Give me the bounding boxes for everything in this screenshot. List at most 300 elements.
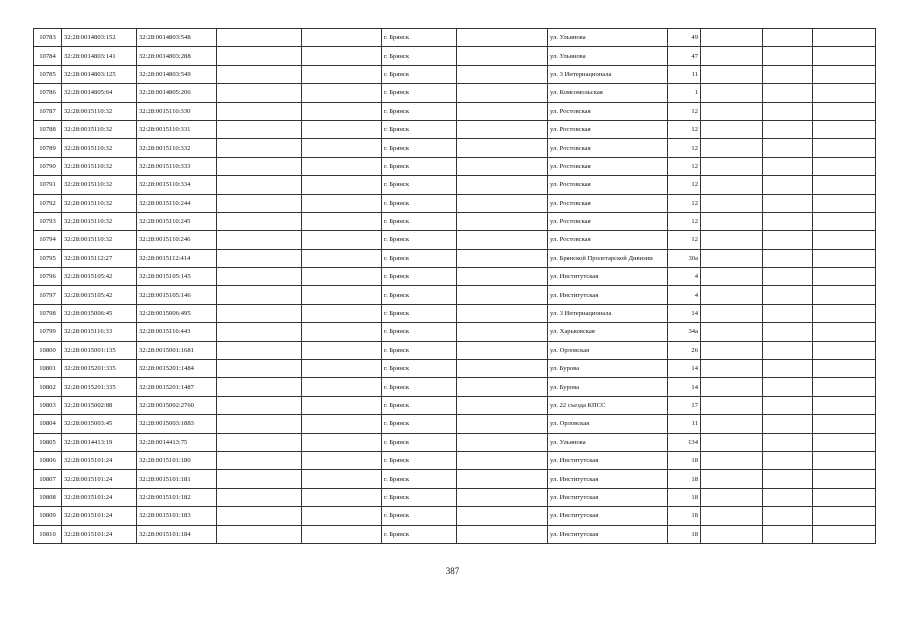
registry-table [33, 28, 876, 544]
record-number-cell: 10790 [34, 157, 62, 175]
table-row [34, 507, 876, 525]
empty-cell [217, 488, 302, 506]
cadastral-number-cell: 32:28:0015101:183 [137, 507, 217, 525]
street-cell: ул. Орловская [548, 415, 668, 433]
empty-cell [302, 212, 382, 230]
cadastral-number-cell: 32:28:0015006:495 [137, 304, 217, 322]
empty-cell [763, 268, 813, 286]
table-row [34, 120, 876, 138]
record-number-cell: 10803 [34, 396, 62, 414]
house-number-cell: 14 [668, 378, 701, 396]
cadastral-number-cell: 32:28:0015002:88 [62, 396, 137, 414]
record-number-cell: 10795 [34, 249, 62, 267]
house-number-cell: 12 [668, 176, 701, 194]
city-cell: г. Брянск [382, 396, 457, 414]
empty-cell [302, 47, 382, 65]
registry-table-body [34, 29, 876, 544]
city-cell: г. Брянск [382, 47, 457, 65]
empty-cell [763, 139, 813, 157]
empty-cell [701, 415, 763, 433]
empty-cell [217, 360, 302, 378]
record-number-cell: 10788 [34, 120, 62, 138]
empty-cell [813, 378, 876, 396]
city-cell: г. Брянск [382, 323, 457, 341]
cadastral-number-cell: 32:28:0015110:32 [62, 139, 137, 157]
cadastral-number-cell: 32:28:0015101:24 [62, 451, 137, 469]
empty-cell [813, 304, 876, 322]
table-row [34, 323, 876, 341]
empty-cell [302, 488, 382, 506]
record-number-cell: 10804 [34, 415, 62, 433]
cadastral-number-cell: 32:28:0014803:152 [62, 29, 137, 47]
empty-cell [763, 360, 813, 378]
cadastral-number-cell: 32:28:0014803:549 [137, 65, 217, 83]
empty-cell [763, 341, 813, 359]
empty-cell [457, 84, 548, 102]
cadastral-number-cell: 32:28:0015110:330 [137, 102, 217, 120]
table-row [34, 249, 876, 267]
empty-cell [701, 29, 763, 47]
empty-cell [763, 231, 813, 249]
street-cell: ул. Брянской Пролетарской Дивизии [548, 249, 668, 267]
empty-cell [302, 360, 382, 378]
empty-cell [217, 120, 302, 138]
empty-cell [217, 249, 302, 267]
cadastral-number-cell: 32:28:0015201:335 [62, 360, 137, 378]
cadastral-number-cell: 32:28:0015101:24 [62, 525, 137, 543]
empty-cell [302, 65, 382, 83]
city-cell: г. Брянск [382, 286, 457, 304]
cadastral-number-cell: 32:28:0015201:335 [62, 378, 137, 396]
empty-cell [813, 525, 876, 543]
table-row [34, 194, 876, 212]
empty-cell [302, 304, 382, 322]
house-number-cell: 18 [668, 451, 701, 469]
cadastral-number-cell: 32:28:0015105:145 [137, 268, 217, 286]
house-number-cell: 12 [668, 139, 701, 157]
empty-cell [763, 488, 813, 506]
street-cell: ул. Институтская [548, 525, 668, 543]
cadastral-number-cell: 32:28:0015110:32 [62, 176, 137, 194]
empty-cell [813, 415, 876, 433]
empty-cell [813, 176, 876, 194]
empty-cell [217, 157, 302, 175]
table-row [34, 139, 876, 157]
street-cell: ул. 3 Интернационала [548, 65, 668, 83]
empty-cell [813, 268, 876, 286]
empty-cell [217, 176, 302, 194]
house-number-cell: 12 [668, 120, 701, 138]
empty-cell [701, 286, 763, 304]
cadastral-number-cell: 32:28:0014803:141 [62, 47, 137, 65]
empty-cell [701, 212, 763, 230]
house-number-cell: 12 [668, 157, 701, 175]
cadastral-number-cell: 32:28:0015101:181 [137, 470, 217, 488]
empty-cell [813, 102, 876, 120]
empty-cell [701, 231, 763, 249]
empty-cell [217, 451, 302, 469]
city-cell: г. Брянск [382, 139, 457, 157]
table-row [34, 433, 876, 451]
empty-cell [701, 323, 763, 341]
empty-cell [701, 378, 763, 396]
table-row [34, 29, 876, 47]
empty-cell [217, 396, 302, 414]
street-cell: ул. Ростовская [548, 231, 668, 249]
empty-cell [302, 451, 382, 469]
house-number-cell: 17 [668, 396, 701, 414]
cadastral-number-cell: 32:28:0015110:332 [137, 139, 217, 157]
record-number-cell: 10794 [34, 231, 62, 249]
empty-cell [701, 470, 763, 488]
empty-cell [763, 323, 813, 341]
record-number-cell: 10802 [34, 378, 62, 396]
street-cell: ул. Ростовская [548, 176, 668, 194]
empty-cell [813, 29, 876, 47]
street-cell: ул. Институтская [548, 507, 668, 525]
record-number-cell: 10792 [34, 194, 62, 212]
record-number-cell: 10784 [34, 47, 62, 65]
empty-cell [701, 525, 763, 543]
cadastral-number-cell: 32:28:0015110:333 [137, 157, 217, 175]
empty-cell [701, 488, 763, 506]
empty-cell [217, 507, 302, 525]
empty-cell [457, 249, 548, 267]
empty-cell [701, 139, 763, 157]
empty-cell [813, 157, 876, 175]
street-cell: ул. Институтская [548, 286, 668, 304]
record-number-cell: 10808 [34, 488, 62, 506]
empty-cell [813, 451, 876, 469]
city-cell: г. Брянск [382, 341, 457, 359]
empty-cell [763, 451, 813, 469]
empty-cell [701, 396, 763, 414]
empty-cell [302, 102, 382, 120]
empty-cell [763, 249, 813, 267]
house-number-cell: 47 [668, 47, 701, 65]
city-cell: г. Брянск [382, 304, 457, 322]
empty-cell [302, 378, 382, 396]
city-cell: г. Брянск [382, 65, 457, 83]
empty-cell [813, 65, 876, 83]
street-cell: ул. Ульянова [548, 47, 668, 65]
empty-cell [302, 525, 382, 543]
empty-cell [763, 378, 813, 396]
empty-cell [302, 396, 382, 414]
empty-cell [457, 451, 548, 469]
empty-cell [217, 212, 302, 230]
city-cell: г. Брянск [382, 415, 457, 433]
cadastral-number-cell: 32:28:0015110:32 [62, 157, 137, 175]
cadastral-number-cell: 32:28:0015101:184 [137, 525, 217, 543]
street-cell: ул. Бурова [548, 360, 668, 378]
empty-cell [813, 47, 876, 65]
empty-cell [302, 507, 382, 525]
cadastral-number-cell: 32:28:0015110:334 [137, 176, 217, 194]
street-cell: ул. 3 Интернационала [548, 304, 668, 322]
house-number-cell: 49 [668, 29, 701, 47]
empty-cell [457, 341, 548, 359]
record-number-cell: 10806 [34, 451, 62, 469]
cadastral-number-cell: 32:28:0015110:32 [62, 102, 137, 120]
record-number-cell: 10785 [34, 65, 62, 83]
empty-cell [302, 139, 382, 157]
cadastral-number-cell: 32:28:0015001:135 [62, 341, 137, 359]
cadastral-number-cell: 32:28:0015101:180 [137, 451, 217, 469]
city-cell: г. Брянск [382, 231, 457, 249]
empty-cell [763, 176, 813, 194]
empty-cell [813, 341, 876, 359]
page-number: 387 [445, 566, 460, 576]
empty-cell [813, 139, 876, 157]
city-cell: г. Брянск [382, 194, 457, 212]
empty-cell [701, 194, 763, 212]
cadastral-number-cell: 32:28:0014803:288 [137, 47, 217, 65]
empty-cell [217, 194, 302, 212]
city-cell: г. Брянск [382, 84, 457, 102]
empty-cell [302, 157, 382, 175]
record-number-cell: 10796 [34, 268, 62, 286]
empty-cell [457, 212, 548, 230]
empty-cell [813, 433, 876, 451]
city-cell: г. Брянск [382, 157, 457, 175]
empty-cell [813, 470, 876, 488]
empty-cell [457, 304, 548, 322]
house-number-cell: 11 [668, 415, 701, 433]
cadastral-number-cell: 32:28:0015201:1487 [137, 378, 217, 396]
record-number-cell: 10799 [34, 323, 62, 341]
empty-cell [763, 415, 813, 433]
empty-cell [217, 415, 302, 433]
cadastral-number-cell: 32:28:0015006:45 [62, 304, 137, 322]
empty-cell [457, 29, 548, 47]
empty-cell [457, 507, 548, 525]
cadastral-number-cell: 32:28:0015112:27 [62, 249, 137, 267]
empty-cell [457, 415, 548, 433]
empty-cell [813, 286, 876, 304]
city-cell: г. Брянск [382, 451, 457, 469]
empty-cell [763, 29, 813, 47]
street-cell: ул. Ростовская [548, 120, 668, 138]
empty-cell [701, 249, 763, 267]
empty-cell [302, 323, 382, 341]
street-cell: ул. Ростовская [548, 157, 668, 175]
table-row [34, 341, 876, 359]
house-number-cell: 12 [668, 231, 701, 249]
cadastral-number-cell: 32:28:0015110:32 [62, 212, 137, 230]
empty-cell [217, 139, 302, 157]
street-cell: ул. Ростовская [548, 212, 668, 230]
street-cell: ул. Харьковская [548, 323, 668, 341]
street-cell: ул. Институтская [548, 488, 668, 506]
house-number-cell: 30а [668, 249, 701, 267]
cadastral-number-cell: 32:28:0014805:206 [137, 84, 217, 102]
empty-cell [457, 323, 548, 341]
table-row [34, 415, 876, 433]
cadastral-number-cell: 32:28:0015110:244 [137, 194, 217, 212]
empty-cell [302, 84, 382, 102]
empty-cell [763, 470, 813, 488]
empty-cell [701, 47, 763, 65]
city-cell: г. Брянск [382, 249, 457, 267]
empty-cell [763, 396, 813, 414]
cadastral-number-cell: 32:28:0015201:1484 [137, 360, 217, 378]
house-number-cell: 14 [668, 304, 701, 322]
city-cell: г. Брянск [382, 268, 457, 286]
house-number-cell: 18 [668, 488, 701, 506]
house-number-cell: 1 [668, 84, 701, 102]
house-number-cell: 34а [668, 323, 701, 341]
empty-cell [217, 304, 302, 322]
empty-cell [813, 231, 876, 249]
record-number-cell: 10789 [34, 139, 62, 157]
cadastral-number-cell: 32:28:0015110:331 [137, 120, 217, 138]
cadastral-number-cell: 32:28:0015101:182 [137, 488, 217, 506]
empty-cell [457, 396, 548, 414]
empty-cell [701, 507, 763, 525]
record-number-cell: 10798 [34, 304, 62, 322]
empty-cell [217, 470, 302, 488]
empty-cell [813, 120, 876, 138]
empty-cell [763, 194, 813, 212]
empty-cell [457, 470, 548, 488]
table-row [34, 157, 876, 175]
cadastral-number-cell: 32:28:0015003:45 [62, 415, 137, 433]
record-number-cell: 10797 [34, 286, 62, 304]
cadastral-number-cell: 32:28:0015105:42 [62, 268, 137, 286]
empty-cell [302, 415, 382, 433]
house-number-cell: 11 [668, 65, 701, 83]
record-number-cell: 10787 [34, 102, 62, 120]
empty-cell [217, 341, 302, 359]
empty-cell [217, 29, 302, 47]
city-cell: г. Брянск [382, 378, 457, 396]
record-number-cell: 10801 [34, 360, 62, 378]
city-cell: г. Брянск [382, 360, 457, 378]
empty-cell [763, 507, 813, 525]
empty-cell [302, 231, 382, 249]
cadastral-number-cell: 32:28:0015110:245 [137, 212, 217, 230]
empty-cell [701, 157, 763, 175]
empty-cell [763, 84, 813, 102]
cadastral-number-cell: 32:28:0015110:32 [62, 120, 137, 138]
house-number-cell: 134 [668, 433, 701, 451]
cadastral-number-cell: 32:28:0014803:125 [62, 65, 137, 83]
table-row [34, 231, 876, 249]
street-cell: ул. Институтская [548, 451, 668, 469]
house-number-cell: 18 [668, 525, 701, 543]
empty-cell [813, 323, 876, 341]
table-row [34, 396, 876, 414]
empty-cell [763, 120, 813, 138]
empty-cell [302, 29, 382, 47]
table-row [34, 525, 876, 543]
house-number-cell: 26 [668, 341, 701, 359]
empty-cell [457, 139, 548, 157]
city-cell: г. Брянск [382, 433, 457, 451]
cadastral-number-cell: 32:28:0014805:64 [62, 84, 137, 102]
empty-cell [302, 341, 382, 359]
cadastral-number-cell: 32:28:0014803:548 [137, 29, 217, 47]
table-row [34, 286, 876, 304]
empty-cell [457, 268, 548, 286]
house-number-cell: 12 [668, 212, 701, 230]
empty-cell [457, 47, 548, 65]
empty-cell [217, 323, 302, 341]
city-cell: г. Брянск [382, 120, 457, 138]
cadastral-number-cell: 32:28:0015105:42 [62, 286, 137, 304]
empty-cell [217, 525, 302, 543]
record-number-cell: 10807 [34, 470, 62, 488]
cadastral-number-cell: 32:28:0014413:19 [62, 433, 137, 451]
empty-cell [763, 157, 813, 175]
record-number-cell: 10800 [34, 341, 62, 359]
empty-cell [763, 212, 813, 230]
empty-cell [457, 378, 548, 396]
house-number-cell: 14 [668, 360, 701, 378]
empty-cell [217, 433, 302, 451]
street-cell: ул. Ульянова [548, 29, 668, 47]
street-cell: ул. Комсомольская [548, 84, 668, 102]
empty-cell [302, 470, 382, 488]
house-number-cell: 12 [668, 102, 701, 120]
empty-cell [302, 194, 382, 212]
empty-cell [701, 304, 763, 322]
record-number-cell: 10810 [34, 525, 62, 543]
cadastral-number-cell: 32:28:0015116:33 [62, 323, 137, 341]
empty-cell [701, 268, 763, 286]
empty-cell [457, 176, 548, 194]
table-row [34, 84, 876, 102]
street-cell: ул. Институтская [548, 470, 668, 488]
street-cell: ул. Ростовская [548, 139, 668, 157]
city-cell: г. Брянск [382, 29, 457, 47]
empty-cell [217, 102, 302, 120]
house-number-cell: 18 [668, 507, 701, 525]
house-number-cell: 12 [668, 194, 701, 212]
empty-cell [763, 286, 813, 304]
table-row [34, 378, 876, 396]
empty-cell [701, 176, 763, 194]
empty-cell [302, 120, 382, 138]
empty-cell [457, 360, 548, 378]
city-cell: г. Брянск [382, 507, 457, 525]
house-number-cell: 18 [668, 470, 701, 488]
city-cell: г. Брянск [382, 488, 457, 506]
city-cell: г. Брянск [382, 212, 457, 230]
empty-cell [457, 286, 548, 304]
record-number-cell: 10809 [34, 507, 62, 525]
empty-cell [813, 507, 876, 525]
street-cell: ул. 22 съезда КПСС [548, 396, 668, 414]
empty-cell [763, 47, 813, 65]
cadastral-number-cell: 32:28:0015110:32 [62, 194, 137, 212]
table-row [34, 176, 876, 194]
record-number-cell: 10786 [34, 84, 62, 102]
empty-cell [457, 231, 548, 249]
table-row [34, 268, 876, 286]
street-cell: ул. Ульянова [548, 433, 668, 451]
empty-cell [701, 451, 763, 469]
city-cell: г. Брянск [382, 525, 457, 543]
empty-cell [813, 84, 876, 102]
empty-cell [457, 65, 548, 83]
empty-cell [457, 433, 548, 451]
empty-cell [457, 120, 548, 138]
table-row [34, 47, 876, 65]
empty-cell [302, 268, 382, 286]
street-cell: ул. Ростовская [548, 194, 668, 212]
